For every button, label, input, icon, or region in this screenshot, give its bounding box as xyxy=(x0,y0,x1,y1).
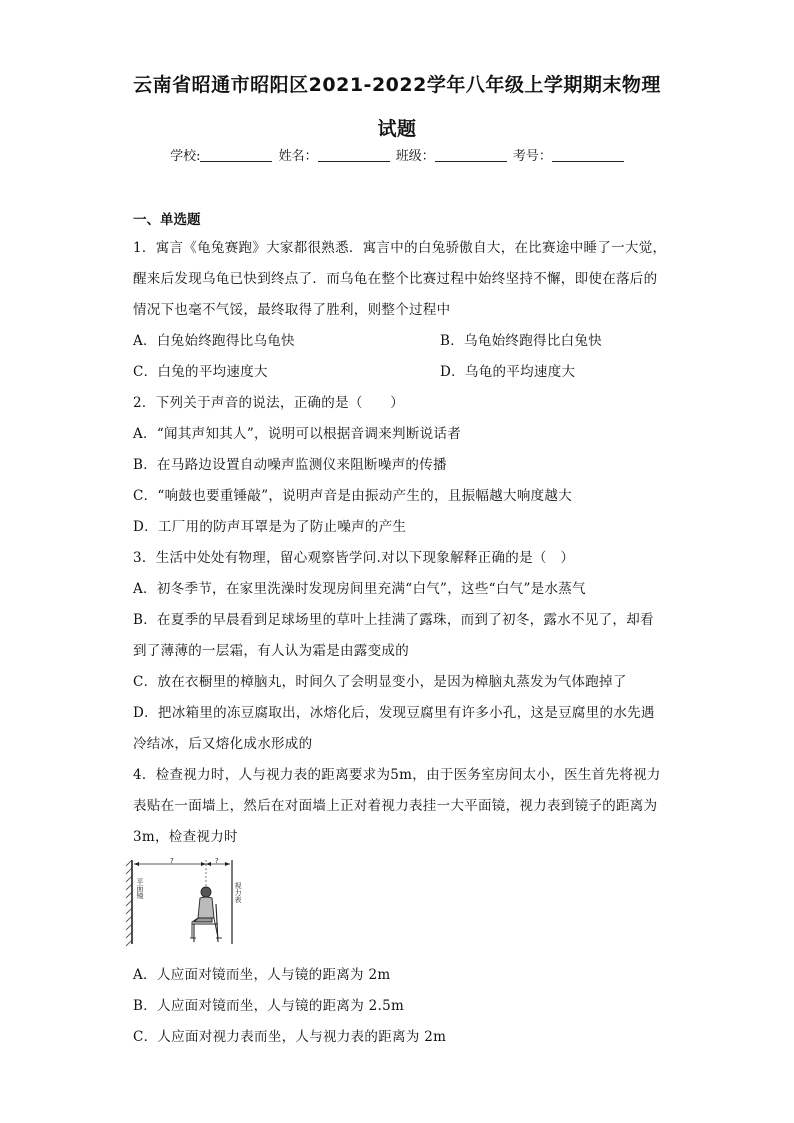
distance-unknown-right: ? xyxy=(215,857,219,865)
q4-line: 4．检查视力时，人与视力表的距离要求为5m，由于医务室房间太小，医生首先将视力 xyxy=(133,767,661,783)
q2-option-a: A．“闻其声知其人”，说明可以根据音调来判断说话者 xyxy=(133,426,462,442)
q3-stem: 3．生活中处处有物理，留心观察皆学问.对以下现象解释正确的是（ ） xyxy=(133,550,575,566)
seated-person-illustration xyxy=(190,887,222,942)
eye-test-figure xyxy=(126,856,246,948)
name-blank[interactable] xyxy=(318,147,390,162)
q4-option-c: C．人应面对视力表而坐，人与视力表的距离为 2m xyxy=(133,1029,447,1045)
mirror-label: 平面镜 xyxy=(136,878,144,899)
q4-option-b: B．人应面对镜而坐，人与镜的距离为 2.5m xyxy=(133,998,405,1014)
q4-line: 表贴在一面墙上，然后在对面墙上正对着视力表挂一大平面镜，视力表到镜子的距离为 xyxy=(133,798,658,814)
q1-line: 1．寓言《龟兔赛跑》大家都很熟悉．寓言中的白兔骄傲自大，在比赛途中睡了一大觉， xyxy=(133,240,667,256)
q2-option-d: D．工厂用的防声耳罩是为了防止噪声的产生 xyxy=(133,519,407,535)
q2-stem: 2．下列关于声音的说法，正确的是（ ） xyxy=(133,395,405,411)
q2-option-c: C．“响鼓也要重锤敲”，说明声音是由振动产生的，且振幅越大响度越大 xyxy=(133,488,573,504)
q4-line: 3m，检查视力时 xyxy=(133,829,238,845)
number-blank[interactable] xyxy=(552,147,624,162)
q3-option-d-cont: 冷结冰，后又熔化成水形成的 xyxy=(133,736,313,752)
school-blank[interactable] xyxy=(200,147,272,162)
exam-title-continued: 试题 xyxy=(377,118,417,140)
q1-line: 醒来后发现乌龟已快到终点了．而乌龟在整个比赛过程中始终坚持不懈，即使在落后的 xyxy=(133,271,658,287)
section-heading: 一、单选题 xyxy=(133,212,201,228)
q3-option-d: D．把冰箱里的冻豆腐取出，冰熔化后，发现豆腐里有许多小孔，这是豆腐里的水先遇 xyxy=(133,705,655,721)
q1-option-b: B．乌龟始终跑得比白兔快 xyxy=(440,333,603,349)
q1-option-d: D．乌龟的平均速度大 xyxy=(440,364,576,380)
class-blank[interactable] xyxy=(435,147,507,162)
q2-option-b: B．在马路边设置自动噪声监测仪来阻断噪声的传播 xyxy=(133,457,447,473)
q4-option-a: A．人应面对镜而坐，人与镜的距离为 2m xyxy=(133,967,391,983)
number-label: 考号： xyxy=(512,149,552,164)
name-label: 姓名： xyxy=(278,149,318,164)
school-label: 学校: xyxy=(170,149,201,164)
q1-line: 情况下也毫不气馁，最终取得了胜利，则整个过程中 xyxy=(133,302,451,318)
student-info-row xyxy=(0,145,794,164)
q1-option-c: C．白兔的平均速度大 xyxy=(133,364,268,380)
q3-option-b-cont: 到了薄薄的一层霜，有人认为霜是由露变成的 xyxy=(133,643,409,659)
q1-option-a: A．白兔始终跑得比乌龟快 xyxy=(133,333,295,349)
q3-option-c: C．放在衣橱里的樟脑丸，时间久了会明显变小，是因为樟脑丸蒸发为气体跑掉了 xyxy=(133,674,627,690)
exam-title: 云南省昭通市昭阳区2021-2022学年八年级上学期期末物理 xyxy=(133,74,661,96)
chart-label: 视力表 xyxy=(234,882,242,903)
q3-option-b: B．在夏季的早晨看到足球场里的草叶上挂满了露珠，而到了初冬，露水不见了，却看 xyxy=(133,612,654,628)
q3-option-a: A．初冬季节，在家里洗澡时发现房间里充满“白气”，这些“白气”是水蒸气 xyxy=(133,581,586,597)
class-label: 班级： xyxy=(395,149,435,164)
distance-unknown-left: ? xyxy=(170,857,174,865)
eye-test-diagram xyxy=(126,856,246,948)
